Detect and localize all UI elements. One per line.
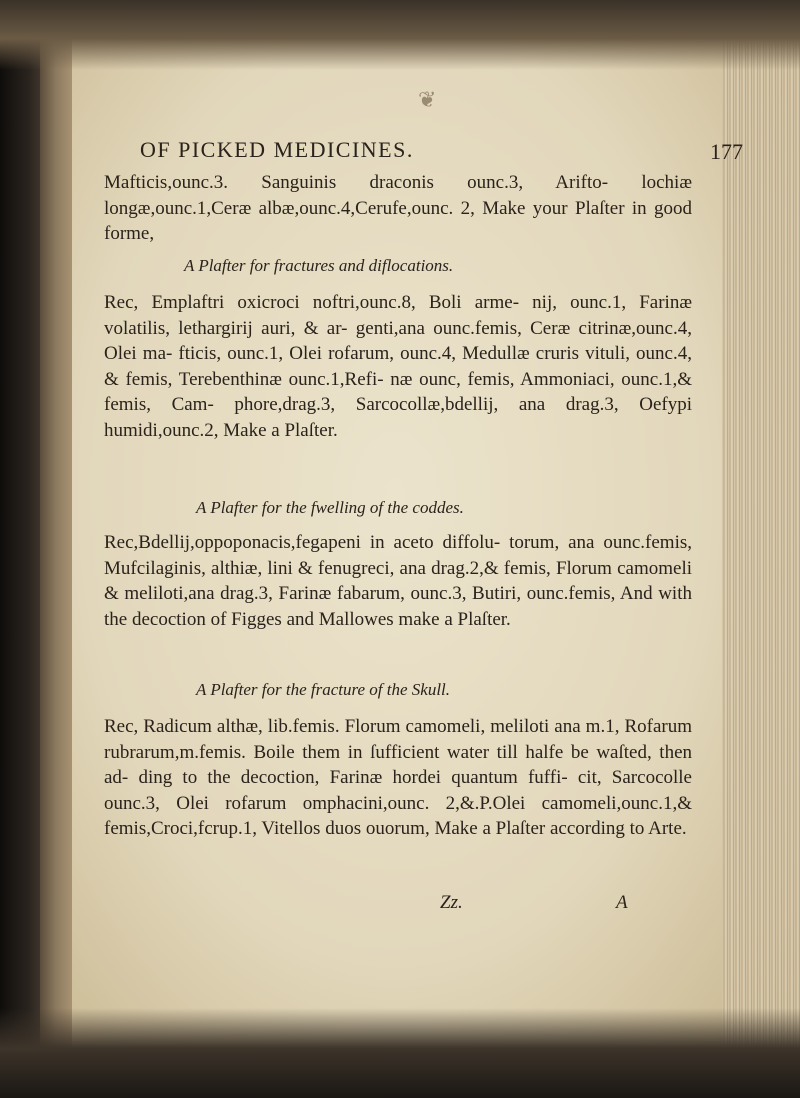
section-body-skull: Rec, Radicum althæ, lib.femis. Florum camomeli, meliloti ana m.1, Rofarum rubrarum,m.femis. Boile them in ſufficient water till halfe be waſted, then ad- ding to the decoction, Farinæ hordei quantum fuffi- cit, Sarcocolle ounc.3, Olei rofarum omphacini,ounc. 2,&.P.Olei camomeli,ounc.1,& femis,Croci,fcrup.1, Vitellos duos ouorum, Make a Plaſter according to Arte. bbox=[104, 716, 692, 839]
section-heading-swelling: A Plafter for the fwelling of the coddes. bbox=[196, 498, 464, 517]
scan-bottom-shadow bbox=[0, 1008, 800, 1098]
flower-ornament-icon: ❦ bbox=[418, 88, 437, 113]
running-head: OF PICKED MEDICINES. bbox=[140, 137, 414, 162]
scan-top-shadow bbox=[0, 0, 800, 70]
section-heading-skull: A Plafter for the fracture of the Skull. bbox=[196, 680, 451, 699]
signature-mark: Zz. bbox=[440, 892, 463, 913]
intro-paragraph: Mafticis,ounc.3. Sanguinis draconis ounc.3, Arifto- lochiæ longæ,ounc.1,Ceræ albæ,ounc.4,Cerufe,ounc. 2, Make your Plaſter in good forme, bbox=[104, 172, 692, 244]
section-body-swelling: Rec,Bdellij,oppoponacis,fegapeni in aceto diffolu- torum, ana ounc.femis, Mufcilaginis, althiæ, lini & fenugreci, ana drag.2,& femis, Florum camomeli & meliloti,ana drag.3, Farinæ fabarum, ounc.3, Butiri, ounc.femis, And with the decoction of Figges and Mallowes make a Plaſter. bbox=[104, 532, 692, 630]
left-page-strip bbox=[40, 0, 72, 1098]
section-body-fractures: Rec, Emplaftri oxicroci noftri,ounc.8, Boli arme- nij, ounc.1, Farinæ volatilis, lethargirij auri, & ar- genti,ana ounc.femis, Ceræ citrinæ,ounc.4, Olei ma- fticis, ounc.1, Olei rofarum, ounc.4, Medullæ cruris vituli, ounc.4, & femis, Terebenthinæ ounc.1,Refi- næ ounc, femis, Ammoniaci, ounc.1,& femis, Cam- phore,drag.3, Sarcocollæ,bdellij, ana drag.3, Oefypi humidi,ounc.2, Make a Plaſter. bbox=[104, 292, 692, 441]
section-heading-fractures: A Plafter for fractures and diflocations. bbox=[184, 256, 454, 275]
catchword: A bbox=[616, 892, 628, 913]
page-number: 177 bbox=[710, 139, 743, 164]
